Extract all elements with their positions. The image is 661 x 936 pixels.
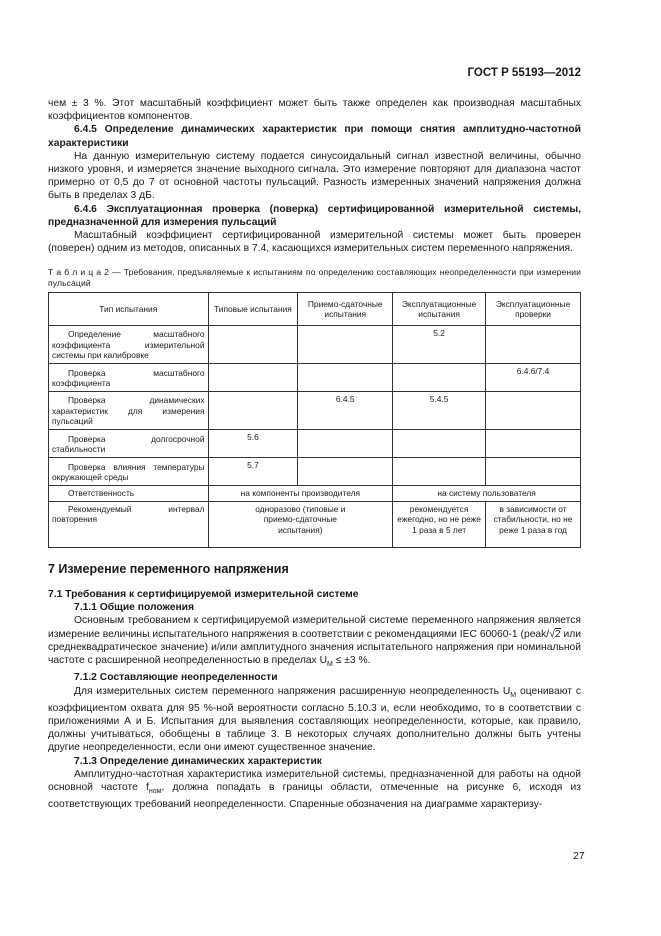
subscript: ном: [148, 788, 162, 796]
table-cell: на систему пользователя: [393, 486, 581, 501]
document-body: [48, 97, 581, 811]
table-cell: [298, 364, 393, 392]
heading-7-1-2: 7.1.2 Составляющие неопределенности: [74, 672, 278, 684]
table-header: Тип испытания: [49, 293, 209, 326]
table-row-interval: [49, 501, 581, 547]
text-run: Амплитудно-частотная характеристика измерительной системы, предназначенной для работы на одной основной частоте f: [48, 768, 581, 793]
table-cell: на компоненты производителя: [208, 486, 393, 501]
table-cell: Проверка влияния температуры окружающей среды: [49, 458, 209, 486]
table-row: [49, 364, 581, 392]
table-cell: 5.7: [208, 458, 298, 486]
table-row: [49, 430, 581, 458]
text-run: ≤ ±3 %.: [332, 655, 371, 667]
requirements-table: [48, 292, 581, 547]
table-cell: рекомендуется ежегодно, но не реже 1 раза в 5 лет: [393, 501, 486, 547]
table-row: [49, 458, 581, 486]
table-cell: Проверка динамических характеристик для измерения пульсаций: [49, 392, 209, 430]
table-cell: Определение масштабного коэффициента измерительной системы при калибровке: [49, 326, 209, 364]
paragraph-continuation: чем ± 3 %. Этот масштабный коэффициент может быть также определен как производная масштабных коэффициентов компонентов.: [48, 98, 581, 123]
table-cell: [393, 430, 486, 458]
sqrt-operand: 2: [554, 628, 561, 640]
table-cell: Проверка масштабного коэффициента: [49, 364, 209, 392]
text-run: или среднеквадратическое значение) и/или амплитудного значения испытательного напряжения при номинальной частоте с расширенной неопределенностью в пределах U: [48, 628, 582, 667]
table-cell: одноразово (типовые и приемо-сдаточные испытания): [208, 501, 393, 547]
table-cell: [298, 430, 393, 458]
table-cell: в зависимости от стабильности, но не реже 1 раза в год: [486, 501, 581, 547]
text-run: , должна попадать в границы области, отмеченные на рисунке 6, исходя из соответствующих требований неопределенности. Спаренные обозначения на диаграмме характеризу-: [48, 781, 581, 811]
table-cell: [208, 364, 298, 392]
table-cell: 5.6: [208, 430, 298, 458]
table-cell: Рекомендуемый интервал повторения: [49, 501, 209, 547]
table-cell: Ответственность: [49, 486, 209, 501]
subscript: M: [510, 691, 517, 699]
table-cell: 6.4.5: [298, 392, 393, 430]
paragraph-7-1-2: [48, 685, 581, 755]
paragraph-6-4-5: На данную измерительную систему подается синусоидальный сигнал известной величины, обычно низкого уровня, и измеряется значение выходного сигнала. Это измерение повторяют для диапазона частот примерно от 0,5 до 7 от основной частоты пульсаций. Разность измеренных значений напряжения должна быть в пределах 3 дБ.: [48, 150, 581, 202]
table-header: Приемо-сдаточные испытания: [298, 293, 393, 326]
table-row: [49, 392, 581, 430]
heading-7-1-3: 7.1.3 Определение динамических характеристик: [74, 755, 322, 767]
table-header: Эксплуатационные проверки: [486, 293, 581, 326]
table-cell: [298, 458, 393, 486]
text-run: Для измерительных систем переменного напряжения расширенную неопределенность U: [74, 685, 511, 697]
table-cell: [486, 326, 581, 364]
table-cell: 6.4.6/7.4: [486, 364, 581, 392]
standard-header: ГОСТ Р 55193—2012: [467, 67, 581, 79]
table-cell: [486, 458, 581, 486]
paragraph-6-4-6: Масштабный коэффициент сертифицированной измерительной системы может быть проверен (поверен) одним из методов, описанных в 7.4, касающихся измерительных систем переменного напряжения.: [48, 230, 581, 255]
table-header: Эксплуатационные испытания: [393, 293, 486, 326]
table-row: [49, 326, 581, 364]
table-cell: Проверка долгосрочной стабильности: [49, 430, 209, 458]
table-cell: 5.4.5: [393, 392, 486, 430]
table-cell: [208, 392, 298, 430]
page-number: 27: [573, 850, 585, 862]
text-run: оценивают с коэффициентом охвата для 95 %-ной вероятности согласно 5.10.3 и, если необходимо, то в соответствии с приложениями А и Б. Испытания для выявления составляющих неопределенности, которые, как правило, должны учитываться, обобщены в таблице 3. В некоторых случаях дополнительно должны быть учтены другие неопределенности, если они имеют существенное значение.: [48, 685, 581, 754]
paragraph-7-1-1: Основным требованием к сертифицируемой измерительной системе переменного напряжения является измерение величины испытательного напряжения в соответствии с рекомендациями IEC 60060-1 (peak/√2 или среднеквадратическое значение) и/или амплитудного значения испытательного напряжения при номинальной частоте с расширенной неопределенностью в пределах $U_M \le \pm 3$ %.: [48, 615, 582, 669]
table-row-responsibility: [49, 486, 581, 501]
paragraph-7-1-3: [48, 768, 581, 812]
text-run: Основным требованием к сертифицируемой измерительной системе переменного напряжения является измерение величины испытательного напряжения в соответствии с рекомендациями IEC 60060-1 (peak/: [48, 615, 581, 640]
table-cell: [208, 326, 298, 364]
heading-7-1-1: 7.1.1 Общие положения: [74, 602, 194, 614]
table-cell: [393, 458, 486, 486]
table-cell: [486, 392, 581, 430]
table-cell: 5.2: [393, 326, 486, 364]
table-header-row: [49, 293, 581, 326]
heading-6-4-5: 6.4.5 Определение динамических характеристик при помощи снятия амплитудно-частотной характеристики: [48, 124, 581, 149]
table-cell: [486, 430, 581, 458]
table-header: Типовые испытания: [208, 293, 298, 326]
table-cell: [298, 326, 393, 364]
subscript: M: [327, 661, 333, 669]
section-7-title: 7 Измерение переменного напряжения: [48, 561, 289, 576]
table-cell: [393, 364, 486, 392]
table-caption: Т а б л и ц а 2 — Требования, предъявляемые к испытаниям по определению составляющих неопределенности при измерении пульсаций: [48, 267, 581, 289]
heading-7-1: 7.1 Требования к сертифицируемой измерительной системе: [48, 589, 359, 601]
heading-6-4-6: 6.4.6 Эксплуатационная проверка (поверка) сертифицированной измерительной системы, предназначенной для измерения пульсаций: [48, 203, 581, 228]
